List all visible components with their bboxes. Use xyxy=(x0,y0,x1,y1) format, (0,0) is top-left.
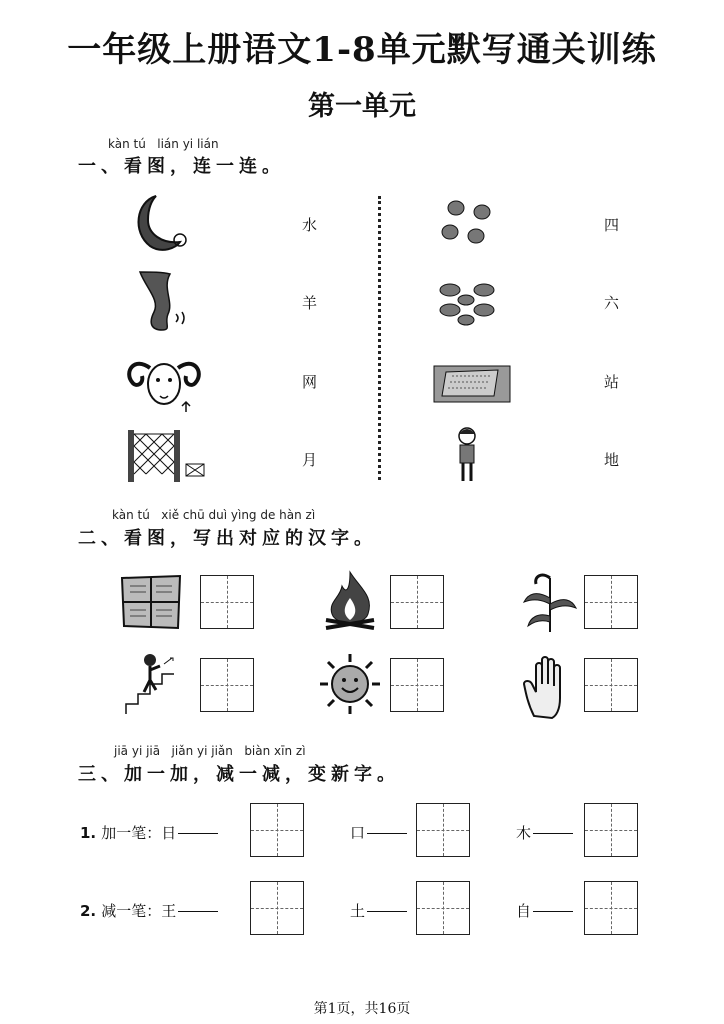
left-word-2: 羊 xyxy=(302,294,318,312)
hand-picture xyxy=(522,654,574,720)
source-char: 木 xyxy=(516,824,532,842)
section3-heading: 三、加一加，减一减，变新字。 xyxy=(78,764,400,785)
section3-pinyin: jiā yi jiā jiǎn yi jiǎn biàn xīn zì xyxy=(114,744,306,758)
six-fish-picture xyxy=(436,280,502,326)
matching-divider xyxy=(378,196,381,480)
unit-subtitle: 第一单元 xyxy=(308,91,416,122)
remove-stroke-item-3 xyxy=(516,900,573,921)
rice-plant-picture xyxy=(520,568,580,634)
write-box-5[interactable] xyxy=(390,658,444,712)
page-footer: 第1页，共16页 xyxy=(313,1001,411,1017)
write-box-2[interactable] xyxy=(390,575,444,629)
farmland-picture xyxy=(116,572,186,632)
answer-box-2-3[interactable] xyxy=(584,881,638,935)
arrow-line xyxy=(367,911,407,912)
section1-heading: 一、看图，连一连。 xyxy=(78,156,285,177)
row-number: 1. xyxy=(80,824,97,842)
left-word-1: 水 xyxy=(302,216,318,234)
arrow-line xyxy=(367,833,407,834)
right-word-2: 六 xyxy=(604,294,620,312)
right-word-3: 站 xyxy=(604,373,620,391)
answer-box-1-2[interactable] xyxy=(416,803,470,857)
answer-box-2-1[interactable] xyxy=(250,881,304,935)
answer-box-1-1[interactable] xyxy=(250,803,304,857)
net-picture xyxy=(124,426,208,484)
left-word-4: 月 xyxy=(302,451,318,469)
source-char: 自 xyxy=(516,902,532,920)
section2-pinyin: kàn tú xiě chū duì yìng de hàn zì xyxy=(112,508,316,522)
row-prefix: 减一笔： xyxy=(101,902,162,920)
write-box-1[interactable] xyxy=(200,575,254,629)
left-word-3: 网 xyxy=(302,373,318,391)
arrow-line xyxy=(178,833,218,834)
ram-picture xyxy=(124,346,204,412)
field-picture xyxy=(432,356,512,404)
write-box-3[interactable] xyxy=(584,575,638,629)
row-prefix: 加一笔： xyxy=(101,824,162,842)
write-box-6[interactable] xyxy=(584,658,638,712)
add-stroke-row xyxy=(80,822,218,843)
source-char: 王 xyxy=(161,902,177,920)
page-title: 一年级上册语文1-8单元默写通关训练 xyxy=(67,30,657,70)
remove-stroke-item-2 xyxy=(350,900,407,921)
source-char: 口 xyxy=(350,824,366,842)
four-chicks-picture xyxy=(436,196,500,248)
section2-heading: 二、看图，写出对应的汉字。 xyxy=(78,528,377,549)
right-word-1: 四 xyxy=(604,216,620,234)
climbing-stairs-picture xyxy=(124,650,190,716)
sun-picture xyxy=(316,652,384,716)
write-box-4[interactable] xyxy=(200,658,254,712)
moon-picture xyxy=(128,192,188,254)
row-number: 2. xyxy=(80,902,97,920)
remove-stroke-row xyxy=(80,900,218,921)
source-char: 日 xyxy=(161,824,177,842)
source-char: 土 xyxy=(350,902,366,920)
add-stroke-item-2 xyxy=(350,822,407,843)
answer-box-2-2[interactable] xyxy=(416,881,470,935)
arrow-line xyxy=(533,911,573,912)
right-word-4: 地 xyxy=(604,451,620,469)
fire-picture xyxy=(320,568,380,634)
add-stroke-item-3 xyxy=(516,822,573,843)
arrow-line xyxy=(533,833,573,834)
answer-box-1-3[interactable] xyxy=(584,803,638,857)
section1-pinyin: kàn tú lián yi lián xyxy=(108,137,219,151)
arrow-line xyxy=(178,911,218,912)
river-picture xyxy=(132,268,188,334)
standing-boy-picture xyxy=(452,426,482,484)
